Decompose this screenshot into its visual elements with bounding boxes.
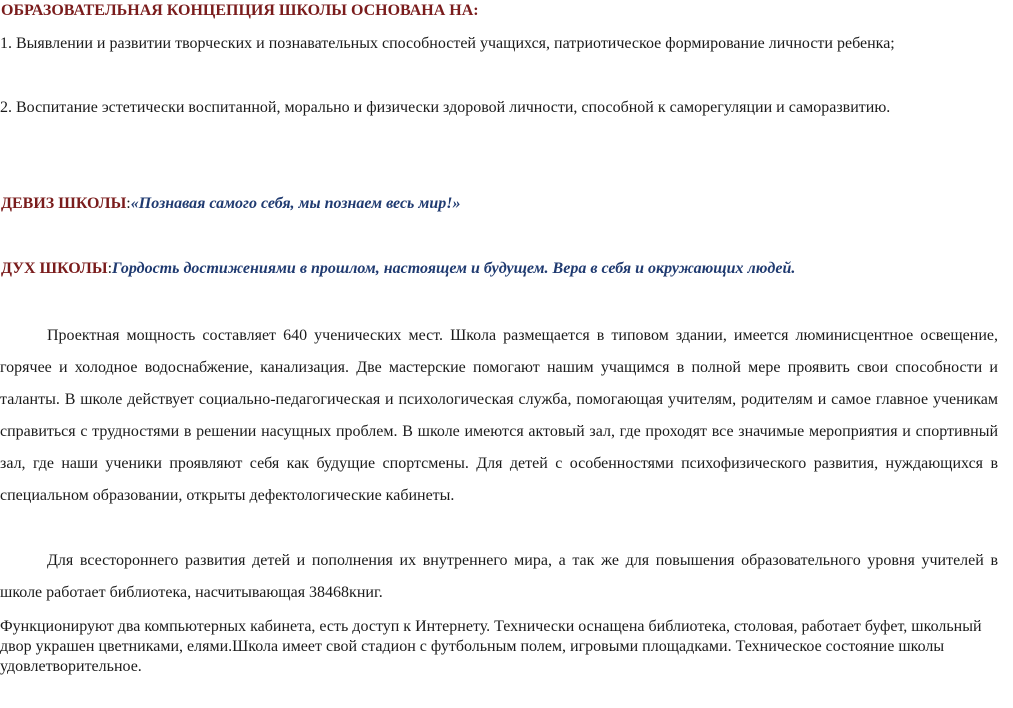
- facility-paragraph: Проектная мощность составляет 640 ученических мест. Школа размещается в типовом здании, имеется люминисцентное освещение, горячее и холодное водоснабжение, канализация. Две мастерские помогают нашим учащимся в полной мере проявить свои способности и таланты. В школе действует социально-педагогическая и психологическая служба, помогающая учителям, родителям и самое главное ученикам справиться с трудностями в решении насущных проблем. В школе имеются актовый зал, где проходят все значимые мероприятия и спортивный зал, где наши ученики проявляют себя как будущие спортсмены. Для детей с особенностями психофизического развития, нуждающихся в специальном образовании, открыты дефектологические кабинеты.: [0, 327, 998, 504]
- equipment-paragraph: Функционируют два компьютерных кабинета, есть доступ к Интернету. Технически оснащена библиотека, столовая, работает буфет, школьный двор украшен цветниками, елями.Школа имеет свой стадион с футбольным полем, игровыми площадками. Техническое состояние школы удовлетворительное.: [0, 618, 982, 675]
- spirit-separator: :: [107, 260, 113, 277]
- concept-item-1: 1. Выявлении и развитии творческих и познавательных способностей учащихся, патриотическое формирование личности ребенка;: [0, 35, 895, 52]
- concept-heading: ОБРАЗОВАТЕЛЬНАЯ КОНЦЕПЦИЯ ШКОЛЫ ОСНОВАНА НА:: [1, 2, 479, 19]
- concept-item-2: 2. Воспитание эстетически воспитанной, морально и физически здоровой личности, способной к саморегуляции и саморазвитию.: [0, 99, 891, 116]
- motto-label: ДЕВИЗ ШКОЛЫ: [1, 195, 127, 212]
- motto-line: [1, 195, 460, 213]
- motto-separator: :: [126, 195, 131, 212]
- spirit-label: ДУХ ШКОЛЫ: [1, 260, 108, 277]
- spirit-text: Гордость достижениями в прошлом, настоящем и будущем. Вера в себя и окружающих людей.: [112, 260, 796, 277]
- motto-text: «Познавая самого себя, мы познаем весь мир!»: [130, 195, 461, 212]
- spirit-line: [1, 260, 795, 278]
- library-paragraph: Для всестороннего развития детей и пополнения их внутреннего мира, а так же для повышения образовательного уровня учителей в школе работает библиотека, насчитывающая 38468книг.: [0, 552, 998, 601]
